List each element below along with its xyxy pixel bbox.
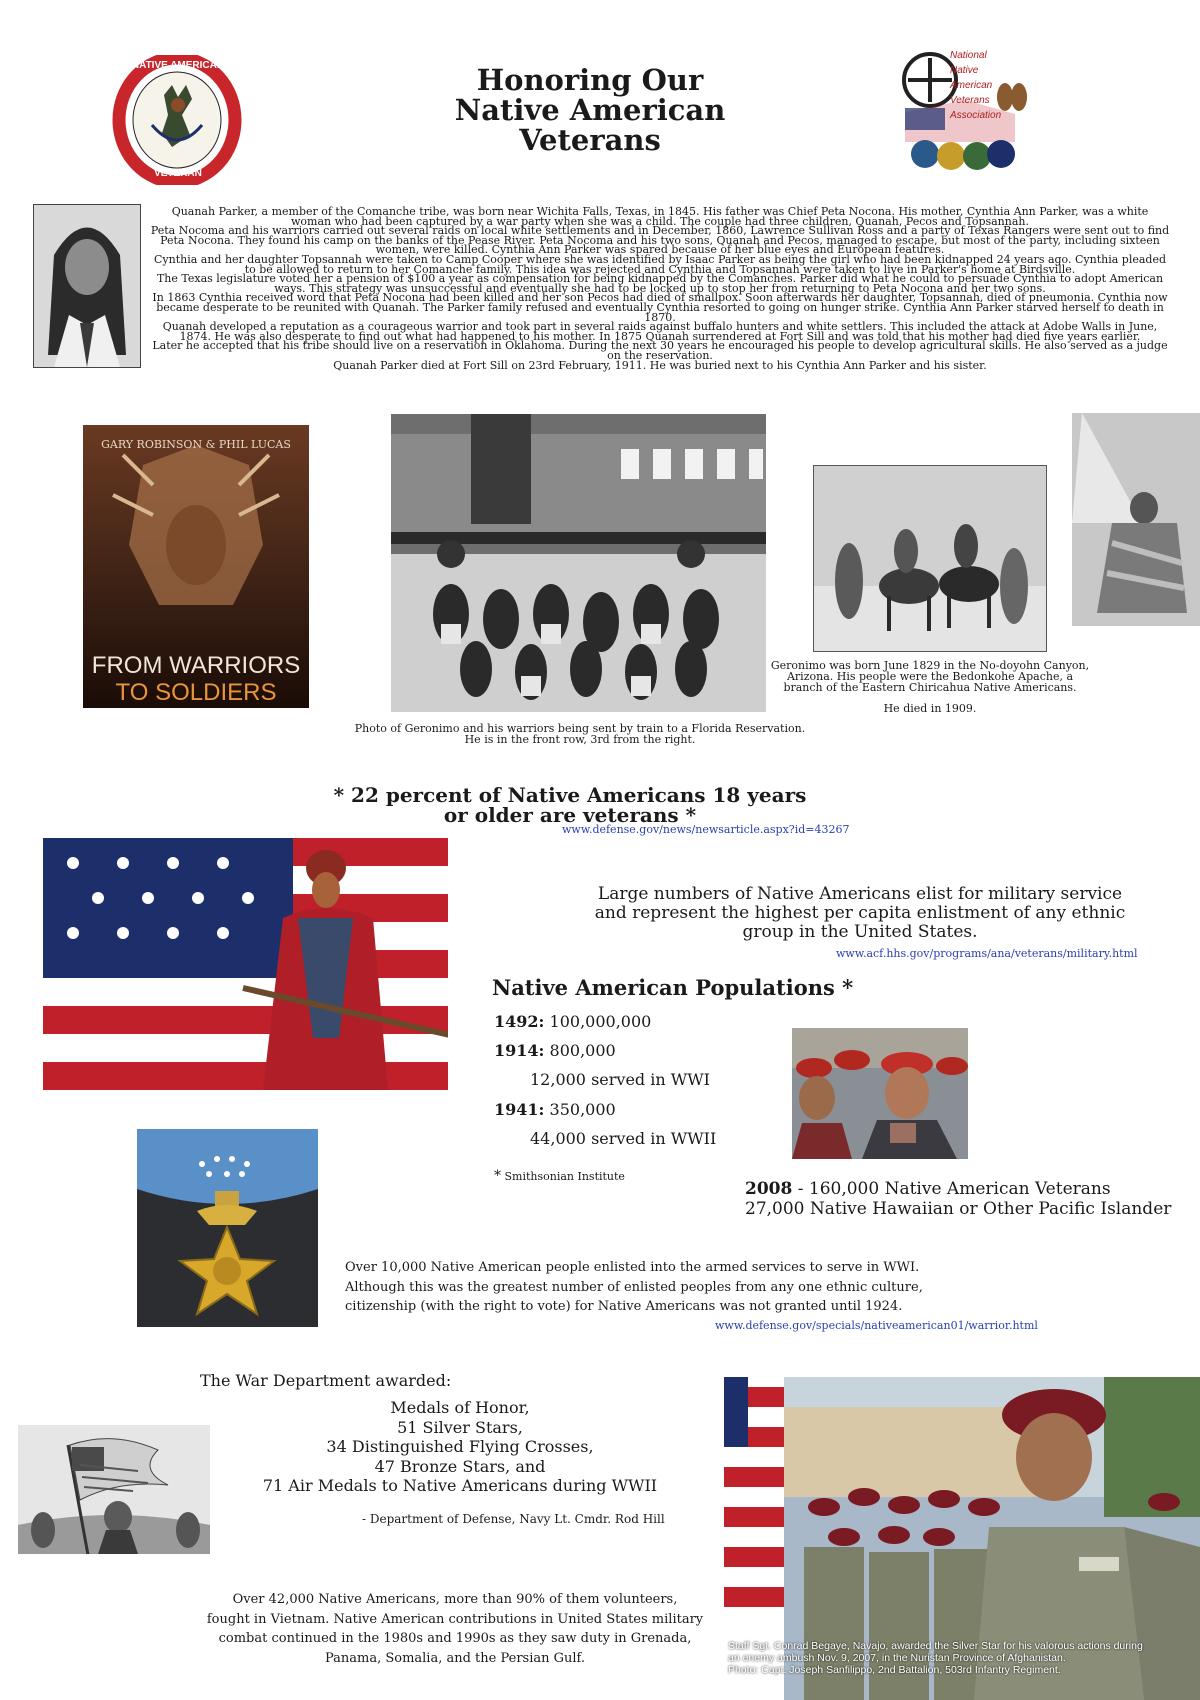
vietnam-line-2: fought in Vietnam. Native American contributions in United States military [206, 1611, 704, 1627]
population-row [494, 1041, 616, 1060]
veterans-2008-year: 2008 [745, 1179, 793, 1199]
bio-paragraph: Peta Nocoma and his warriors carried out several raids on local white settlements and in December, 1860, Lawrence Sullivan Ross and a party of Texas Rangers were sent out to find Peta Nocona. They found his camp on the banks of the Pease River. Peta Nocoma and his two sons, Quanah and Pecos, managed to escape, but most of the party, including sixteen women, were killed. Cynthia Ann Parker was spared because of her blue eyes and European features. [150, 224, 1170, 257]
veterans-2008-count: - 160,000 Native American Veterans [792, 1179, 1111, 1199]
title-line-3: Veterans [519, 123, 661, 157]
right-logo-line-4: Veterans [950, 95, 990, 106]
page-title [380, 65, 800, 155]
left-logo-top-text: NATIVE AMERICAN [131, 60, 225, 71]
footnote-mark: * [494, 1168, 501, 1184]
population-value: 800,000 [549, 1041, 616, 1060]
train-photo-caption [330, 723, 830, 745]
award-line: Medals of Honor, [390, 1398, 530, 1417]
right-logo-line-2: Native [950, 65, 979, 76]
stat-line-2: or older are veterans * [443, 803, 697, 827]
wwi-source-link[interactable]: www.defense.gov/specials/nativeamerican01/warrior.html [715, 1319, 1038, 1332]
stat-line-1: * 22 percent of Native Americans 18 years [333, 783, 807, 807]
soldier-caption-line-1: Staff Sgt. Conrad Begaye, Navajo, awarded the Silver Star for his valorous actions during [728, 1640, 1143, 1652]
awards-list [210, 1398, 710, 1496]
flag-warrior-painting [43, 838, 448, 1090]
population-row [530, 1129, 716, 1148]
population-year: 1941: [494, 1100, 545, 1119]
populations-footnote [494, 1168, 625, 1184]
geronimo-horseback-photo [813, 465, 1047, 652]
award-line: 71 Air Medals to Native Americans during WWII [262, 1476, 658, 1495]
wwi-enlistment-text [345, 1258, 975, 1317]
right-logo-line-1: National [950, 50, 987, 61]
title-line-1: Honoring Our [476, 63, 704, 97]
soldier-photo-caption [728, 1640, 1198, 1676]
population-row [494, 1012, 651, 1031]
bio-paragraph: The Texas legislature voted her a pension of $100 a year as compensation for being kidnapped by the Comanches. Parker did what he could to persuade Cynthia to adopt American ways. This strategy was unsuccessful and eventually she had to be locked up to stop her from returning to Peta Nocona and her two sons. [156, 272, 1164, 295]
award-line: 47 Bronze Stars, and [374, 1456, 546, 1476]
bio-paragraph: Cynthia and her daughter Topsannah were taken to Camp Cooper where she was identified by Isaac Parker as being the girl who had been kidnapped 24 years ago. Cynthia pleaded to be allowed to return to her Comanche family. This idea was rejected and Cynthia and Topsannah were taken to live in Parker's home at Birdsville. [153, 252, 1166, 276]
medal-of-honor-photo [137, 1129, 318, 1327]
geronimo-seated-photo [1072, 413, 1200, 626]
geronimo-caption-line-2: Arizona. His people were the Bedonkohe Apache, a [786, 670, 1074, 683]
footnote-text: Smithsonian Institute [504, 1170, 625, 1183]
vietnam-line-4: Panama, Somalia, and the Persian Gulf. [324, 1650, 586, 1666]
population-row [494, 1100, 616, 1119]
population-year: 1914: [494, 1041, 545, 1060]
bio-paragraph: Later he accepted that his tribe should live on a reservation in Oklahoma. During the next 30 years he encouraged his people to develop agricultural skills. He also served as a judge on the reservation. [152, 339, 1168, 362]
geronimo-caption-line-4: He died in 1909. [883, 702, 977, 715]
population-value: 44,000 served in WWII [530, 1129, 717, 1148]
population-value: 12,000 served in WWI [530, 1070, 710, 1089]
geronimo-caption-line-1: Geronimo was born June 1829 in the No-doyohn Canyon, [770, 659, 1090, 672]
geronimo-caption-line-3: branch of the Eastern Chiricahua Native Americans. [783, 681, 1077, 694]
train-caption-line-1: Photo of Geronimo and his warriors being sent by train to a Florida Reservation. [354, 722, 806, 735]
right-logo-line-3: American [950, 80, 993, 91]
left-logo-bottom-text: VETERAN [154, 168, 202, 179]
veterans-percent-stat [300, 785, 840, 825]
book-title-line-1: FROM WARRIORS [91, 652, 301, 679]
quanah-biography [150, 207, 1170, 370]
veterans-2008 [745, 1179, 1171, 1219]
geronimo-train-photo [391, 414, 766, 712]
awards-attribution: - Department of Defense, Navy Lt. Cmdr. Rod Hill [362, 1512, 665, 1526]
vietnam-text [175, 1590, 735, 1668]
book-authors: GARY ROBINSON & PHIL LUCAS [101, 438, 291, 451]
vietnam-line-3: combat continued in the 1980s and 1990s as they saw duty in Grenada, [218, 1631, 692, 1646]
bio-paragraph: Quanah developed a reputation as a courageous warrior and took part in several raids against buffalo hunters and white settlers. This included the attack at Adobe Walls in June, 1874. He was also desperate to find out what had happened to his mother. In 1875 Quanah surrendered at Fort Sill and was told that his mother had died five years earlier. [162, 320, 1158, 343]
right-logo-line-5: Association [950, 110, 1002, 121]
population-row [530, 1070, 710, 1089]
bio-paragraph: Quanah Parker, a member of the Comanche tribe, was born near Wichita Falls, Texas, in 1845. His father was Chief Peta Nocona. His mother, Cynthia Ann Parker, was a white woman who had been captured by a war party when she was a child. The couple had three children, Quanah, Pecos and Topsannah. [171, 205, 1149, 228]
train-caption-line-2: He is in the front row, 3rd from the right. [464, 733, 696, 746]
award-line: 51 Silver Stars, [397, 1417, 523, 1437]
stat-source-link[interactable]: www.defense.gov/news/newsarticle.aspx?id=43267 [562, 823, 850, 836]
veterans-2008-line-1 [745, 1179, 1171, 1199]
book-title-line-2: TO SOLDIERS [115, 679, 277, 706]
bio-paragraph: In 1863 Cynthia received word that Peta Nocona had been killed and her son Pecos had died of smallpox. Soon afterwards her daughter, Topsannah, died of pneumonia. Cynthia now became desperate to be reunited with Quanah. The Parker family refused and eventually Cynthia resorted to going on hunger strike. Cynthia Ann Parker starved herself to death in 1870. [152, 291, 1168, 324]
population-value: 350,000 [549, 1100, 616, 1119]
wwi-line-1: Over 10,000 Native American people enlisted into the armed services to serve in WWI. [345, 1260, 920, 1275]
soldier-caption-line-2: an enemy ambush Nov. 9, 2007, in the Nuristan Province of Afghanistan. [728, 1652, 1066, 1664]
wwi-line-2: Although this was the greatest number of enlisted peoples from any one ethnic culture, [345, 1279, 923, 1295]
award-line: 34 Distinguished Flying Crosses, [326, 1437, 594, 1456]
soldier-caption-line-3: Photo: Capt. Joseph Sanfilippo, 2nd Battalion, 503rd Infantry Regiment. [728, 1664, 1061, 1676]
veterans-2008-line-2: 27,000 Native Hawaiian or Other Pacific Islander [745, 1199, 1172, 1219]
populations-title: Native American Populations * [492, 975, 854, 1000]
code-talkers-photo [792, 1028, 968, 1159]
population-value: 100,000,000 [549, 1012, 652, 1031]
soldier-flag-drawing [18, 1425, 210, 1554]
book-title [83, 652, 309, 706]
vietnam-line-1: Over 42,000 Native Americans, more than 90% of them volunteers, [232, 1592, 678, 1607]
quanah-parker-portrait [33, 204, 141, 368]
geronimo-caption [765, 660, 1095, 714]
enlistment-statement: Large numbers of Native Americans elist for military service and represent the highest per capita enlistment of any ethnic group in the United States. [594, 884, 1126, 942]
enlist-source-link[interactable]: www.acf.hhs.gov/programs/ana/veterans/military.html [836, 947, 1138, 960]
right-logo-text [950, 48, 1020, 123]
population-year: 1492: [494, 1012, 545, 1031]
awards-intro: The War Department awarded: [200, 1371, 452, 1390]
bio-paragraph: Quanah Parker died at Fort Sill on 23rd February, 1911. He was buried next to his Cynthia Ann Parker and his sister. [333, 358, 987, 372]
wwi-line-3: citizenship (with the right to vote) for Native Americans was not granted until 1924. [345, 1299, 903, 1314]
title-line-2: Native American [454, 93, 726, 127]
native-american-veteran-logo [112, 55, 242, 185]
